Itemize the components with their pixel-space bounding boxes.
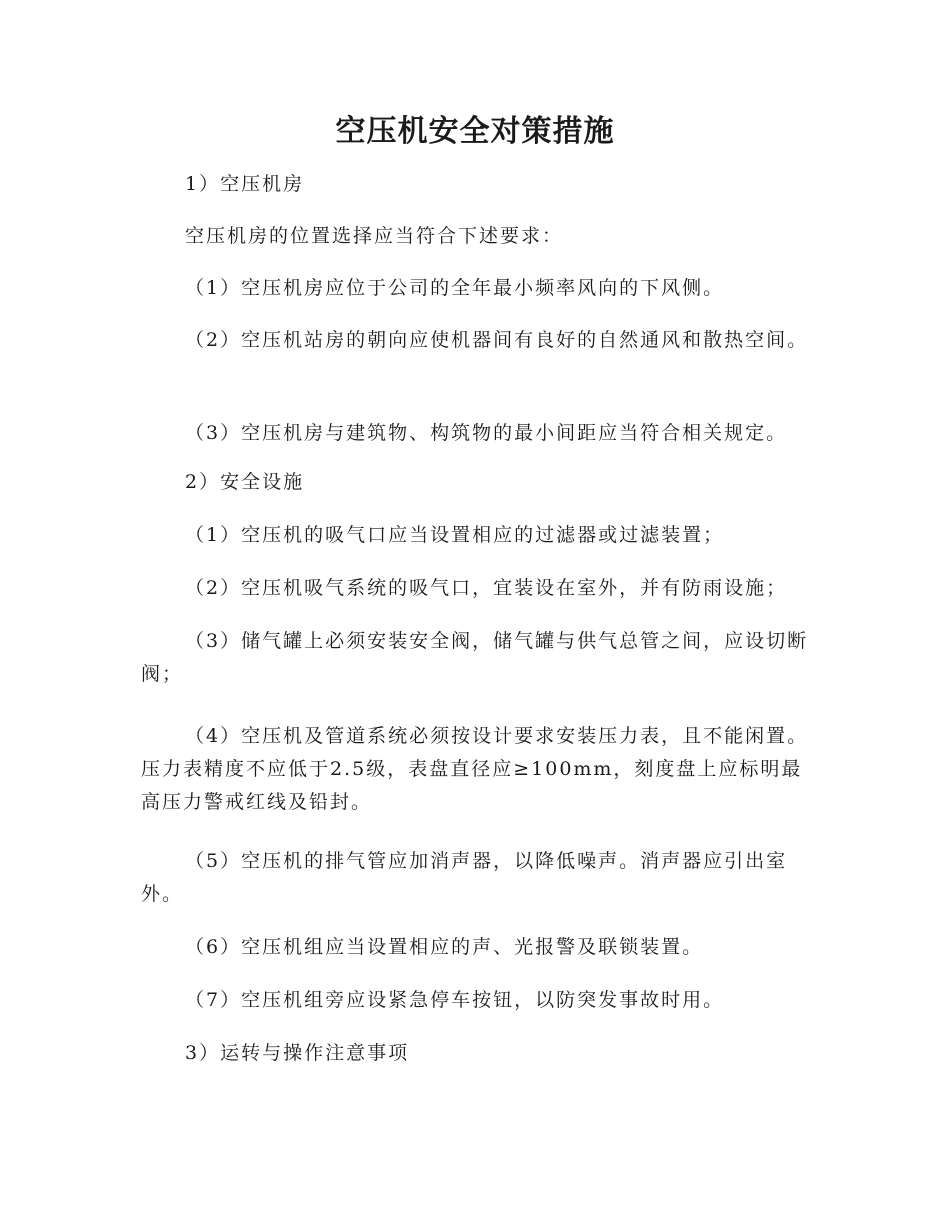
paragraph-item-2-5: （5）空压机的排气管应加消声器，以降低噪声。消声器应引出室外。 [141, 850, 788, 905]
section-heading-2: 2）安全设施 [185, 471, 305, 493]
section-heading-1: 1）空压机房 [185, 173, 305, 195]
paragraph-item-1-1: （1）空压机房应位于公司的全年最小频率风向的下风侧。 [185, 277, 725, 299]
paragraph-item-2-6: （6）空压机组应当设置相应的声、光报警及联锁装置。 [185, 936, 704, 958]
paragraph-item-2-4: （4）空压机及管道系统必须按设计要求安装压力表，且不能闲置。压力表精度不应低于2.5级，表盘直径应≥100mm，刻度盘上应标明最高压力警戒红线及铅封。 [141, 725, 809, 813]
paragraph-item-1-3: （3）空压机房与建筑物、构筑物的最小间距应当符合相关规定。 [185, 422, 788, 444]
paragraph-intro: 空压机房的位置选择应当符合下述要求： [185, 225, 564, 247]
paragraph-item-2-1: （1）空压机的吸气口应当设置相应的过滤器或过滤装置； [185, 524, 725, 546]
document-title: 空压机安全对策措施 [335, 114, 615, 149]
section-heading-3: 3）运转与操作注意事项 [185, 1042, 410, 1064]
paragraph-item-2-3: （3）储气罐上必须安装安全阀，储气罐与供气总管之间，应设切断阀； [141, 630, 809, 685]
paragraph-item-2-2: （2）空压机吸气系统的吸气口，宜装设在室外，并有防雨设施； [185, 577, 788, 599]
paragraph-item-2-7: （7）空压机组旁应设紧急停车按钮，以防突发事故时用。 [185, 989, 725, 1011]
paragraph-item-1-2: （2）空压机站房的朝向应使机器间有良好的自然通风和散热空间。 [185, 329, 809, 351]
